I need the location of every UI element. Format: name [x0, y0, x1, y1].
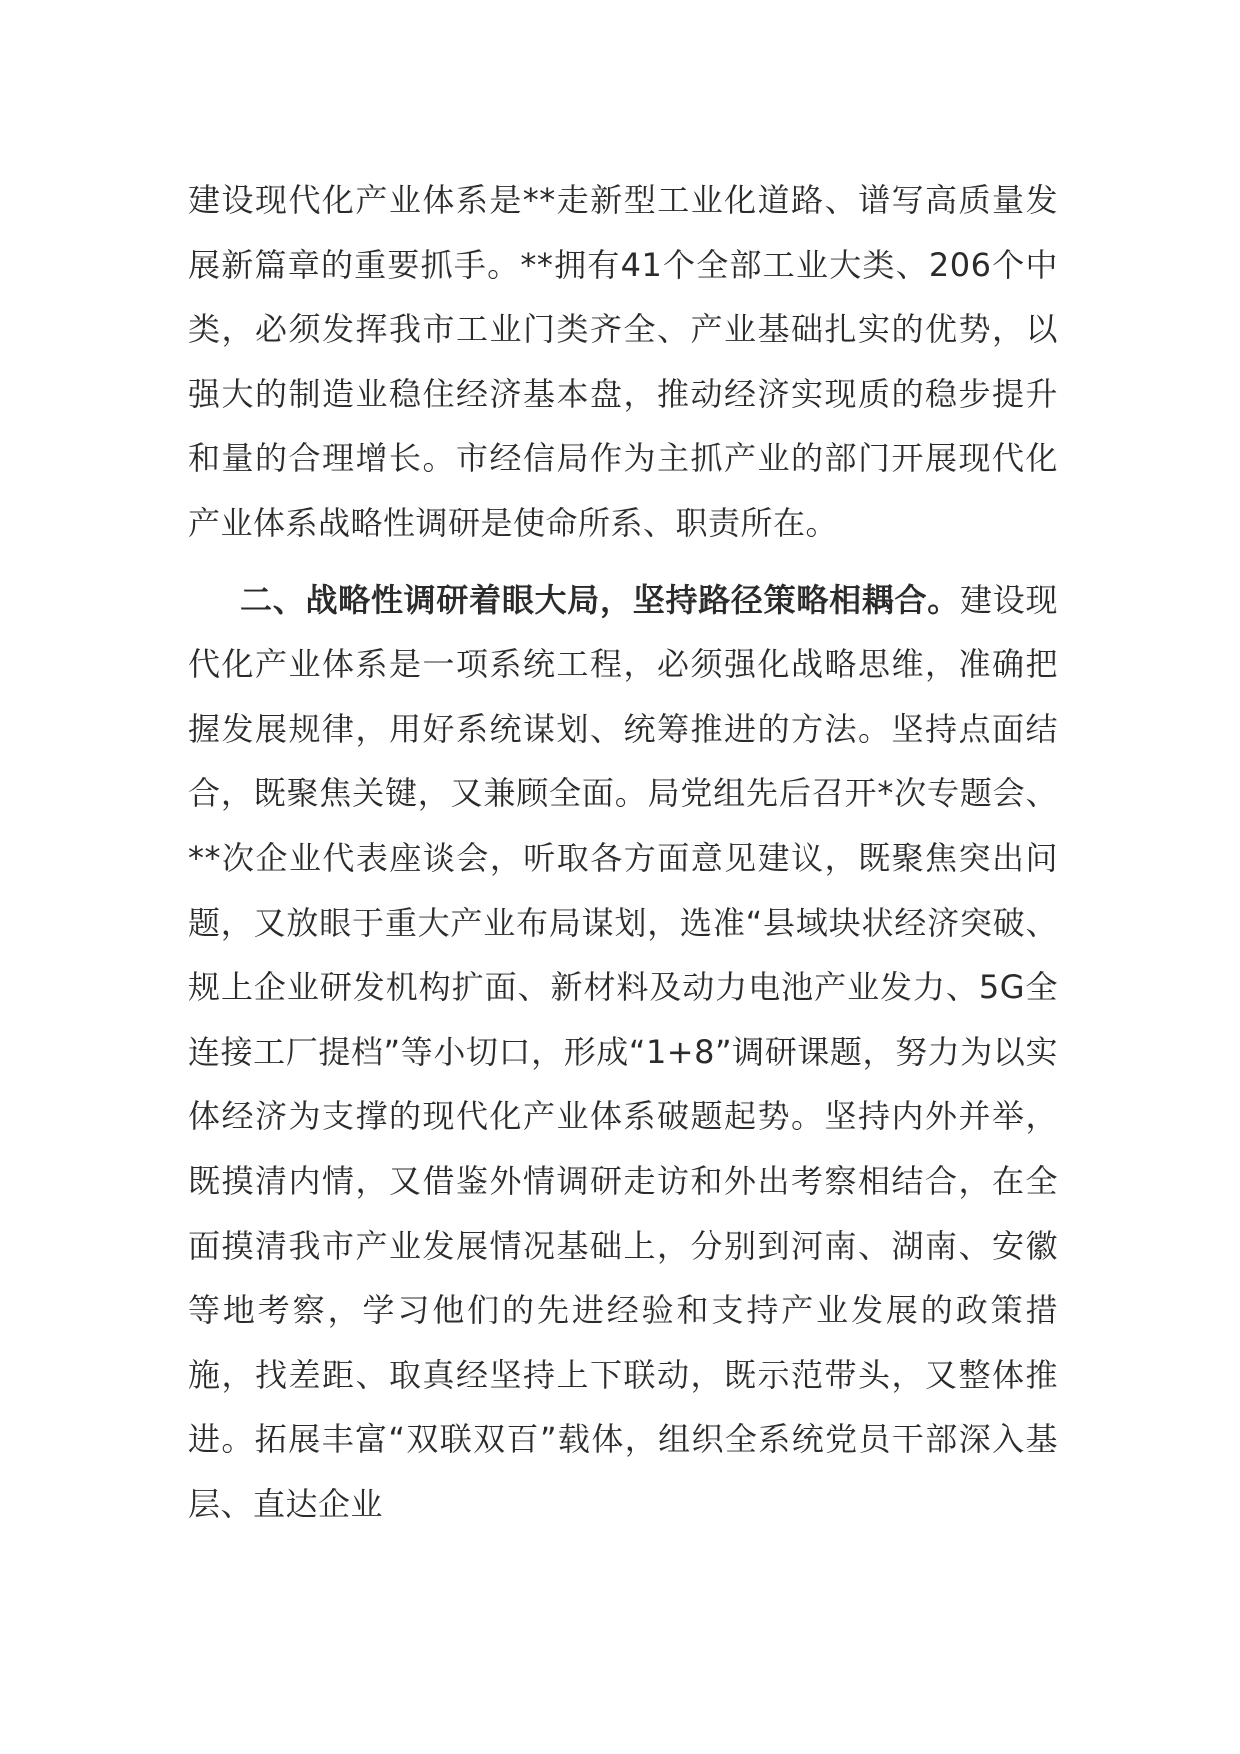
paragraph-intro [188, 168, 1058, 556]
paragraph-intro-text: 建设现代化产业体系是**走新型工业化道路、谱写高质量发展新篇章的重要抓手。**拥有41个全部工业大类、206个中类，必须发挥我市工业门类齐全、产业基础扎实的优势，以强大的制造业稳住经济基本盘，推动经济实现质的稳步提升和量的合理增长。市经信局作为主抓产业的部门开展现代化产业体系战略性调研是使命所系、职责所在。 [188, 181, 1058, 542]
paragraph-section-two [188, 568, 1058, 1537]
document-body [188, 168, 1058, 1536]
section-two-text: 建设现代化产业体系是一项系统工程，必须强化战略思维，准确把握发展规律，用好系统谋划、统筹推进的方法。坚持点面结合，既聚焦关键，又兼顾全面。局党组先后召开*次专题会、**次企业代表座谈会，听取各方面意见建议，既聚焦突出问题，又放眼于重大产业布局谋划，选准“县域块状经济突破、规上企业研发机构扩面、新材料及动力电池产业发力、5G全连接工厂提档”等小切口，形成“1+8”调研课题，努力为以实体经济为支撑的现代化产业体系破题起势。坚持内外并举，既摸清内情，又借鉴外情调研走访和外出考察相结合，在全面摸清我市产业发展情况基础上，分别到河南、湖南、安徽等地考察，学习他们的先进经验和支持产业发展的政策措施，找差距、取真经坚持上下联动，既示范带头，又整体推进。拓展丰富“双联双百”载体，组织全系统党员干部深入基层、直达企业 [188, 580, 1058, 1523]
section-two-heading: 二、战略性调研着眼大局，坚持路径策略相耦合。 [240, 580, 961, 619]
